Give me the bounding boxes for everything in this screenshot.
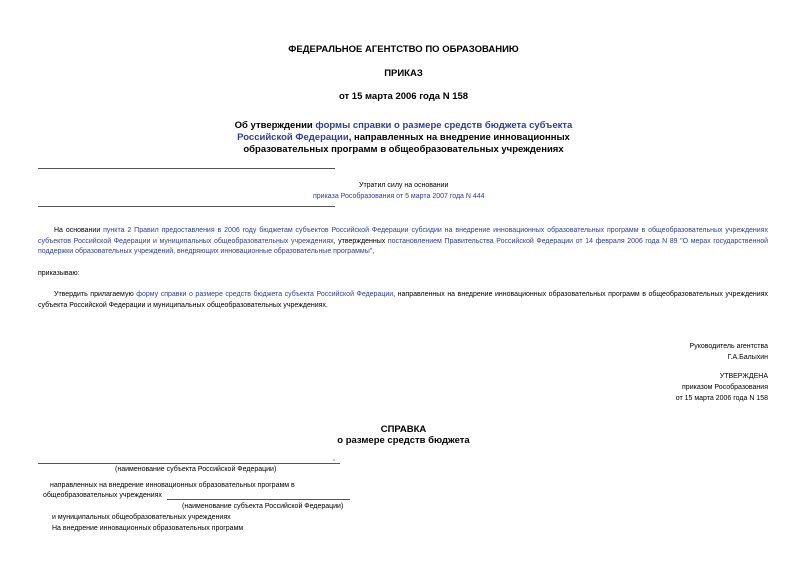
form-line-b: общеобразовательных учреждениях [43, 492, 162, 499]
approved-by: приказом Рособразования [682, 384, 768, 391]
doc-type: ПРИКАЗ [384, 68, 423, 79]
caption-subject-1: (наименование субъекта Российской Федерации) [115, 466, 277, 473]
divider-bottom [38, 206, 335, 207]
para1-text3: , [372, 248, 375, 255]
para2-text1: Утвердить прилагаемую [54, 291, 137, 298]
paragraph-basis [38, 226, 768, 258]
para2-text2: , направленных на внедрение инновационных образовательных программ в общеобразовательных учреждениях субъекта Российской Федерации и муниципальных общеобразовательных учреждениях. [38, 291, 768, 309]
title-form-link[interactable]: формы справки о размере средств бюджета субъекта [315, 120, 573, 131]
para1-text2: , утвержденных [333, 237, 388, 245]
doc-date: от 15 марта 2006 года N 158 [338, 91, 469, 102]
agency-title: ФЕДЕРАЛЬНОЕ АГЕНТСТВО ПО ОБРАЗОВАНИЮ [288, 44, 519, 55]
form-line-c: и муниципальных общеобразовательных учреждениях [52, 514, 231, 521]
status-link[interactable]: приказа Рособразования от 5 марта 2007 года N 444 [313, 193, 485, 200]
form-title: СПРАВКА [380, 424, 427, 435]
form-line-a: направленных на внедрение инновационных образовательных программ в [50, 482, 295, 489]
approved-date: от 15 марта 2006 года N 158 [675, 395, 768, 402]
paragraph-approve [38, 290, 768, 311]
form-subtitle: о размере средств бюджета [337, 435, 470, 446]
fill-line-2 [167, 499, 350, 500]
title-prefix: Об утверждении [234, 120, 316, 131]
decree-link[interactable]: постановлением Правительства Российской Федерации от 14 февраля 2006 года N 89 "О мерах государственной поддержки образовательных учреждений, внедряющих инновационные образовательные программы" [38, 237, 769, 255]
para1-text1: На основании [54, 227, 104, 234]
divider-top [38, 168, 335, 169]
title-rest: , направленных на внедрение инновационных [348, 132, 570, 143]
doc-title-line1 [0, 120, 807, 131]
doc-title-line2 [0, 132, 807, 143]
order-word: приказываю: [38, 270, 80, 277]
form-link[interactable]: форму справки о размере средств бюджета субъекта Российской Федерации [136, 291, 394, 298]
approved-label: УТВЕРЖДЕНА [719, 373, 768, 380]
fill-comma: , [333, 455, 335, 462]
form-line-d: На внедрение инновационных образовательных программ [52, 525, 244, 532]
signature-name: Г.А.Балыхин [727, 354, 768, 361]
doc-title-line3: образовательных программ в общеобразовательных учреждениях [243, 144, 564, 155]
caption-subject-2: (наименование субъекта Российской Федерации) [182, 503, 344, 510]
signature-role: Руководитель агентства [689, 343, 768, 350]
fill-line-1 [38, 463, 340, 464]
title-rf-link[interactable]: Российской Федерации [237, 132, 349, 143]
rules-link[interactable]: пункта 2 Правил предоставления в 2006 году бюджетам субъектов Российской Федерации субсидии на внедрение инновационных образовательных программ в общеобразовательных учреждениях субъектов Российской Федерации и муниципальных общеобразовательных учреждениях [38, 227, 768, 245]
status-text: Утратил силу на основании [359, 182, 449, 189]
